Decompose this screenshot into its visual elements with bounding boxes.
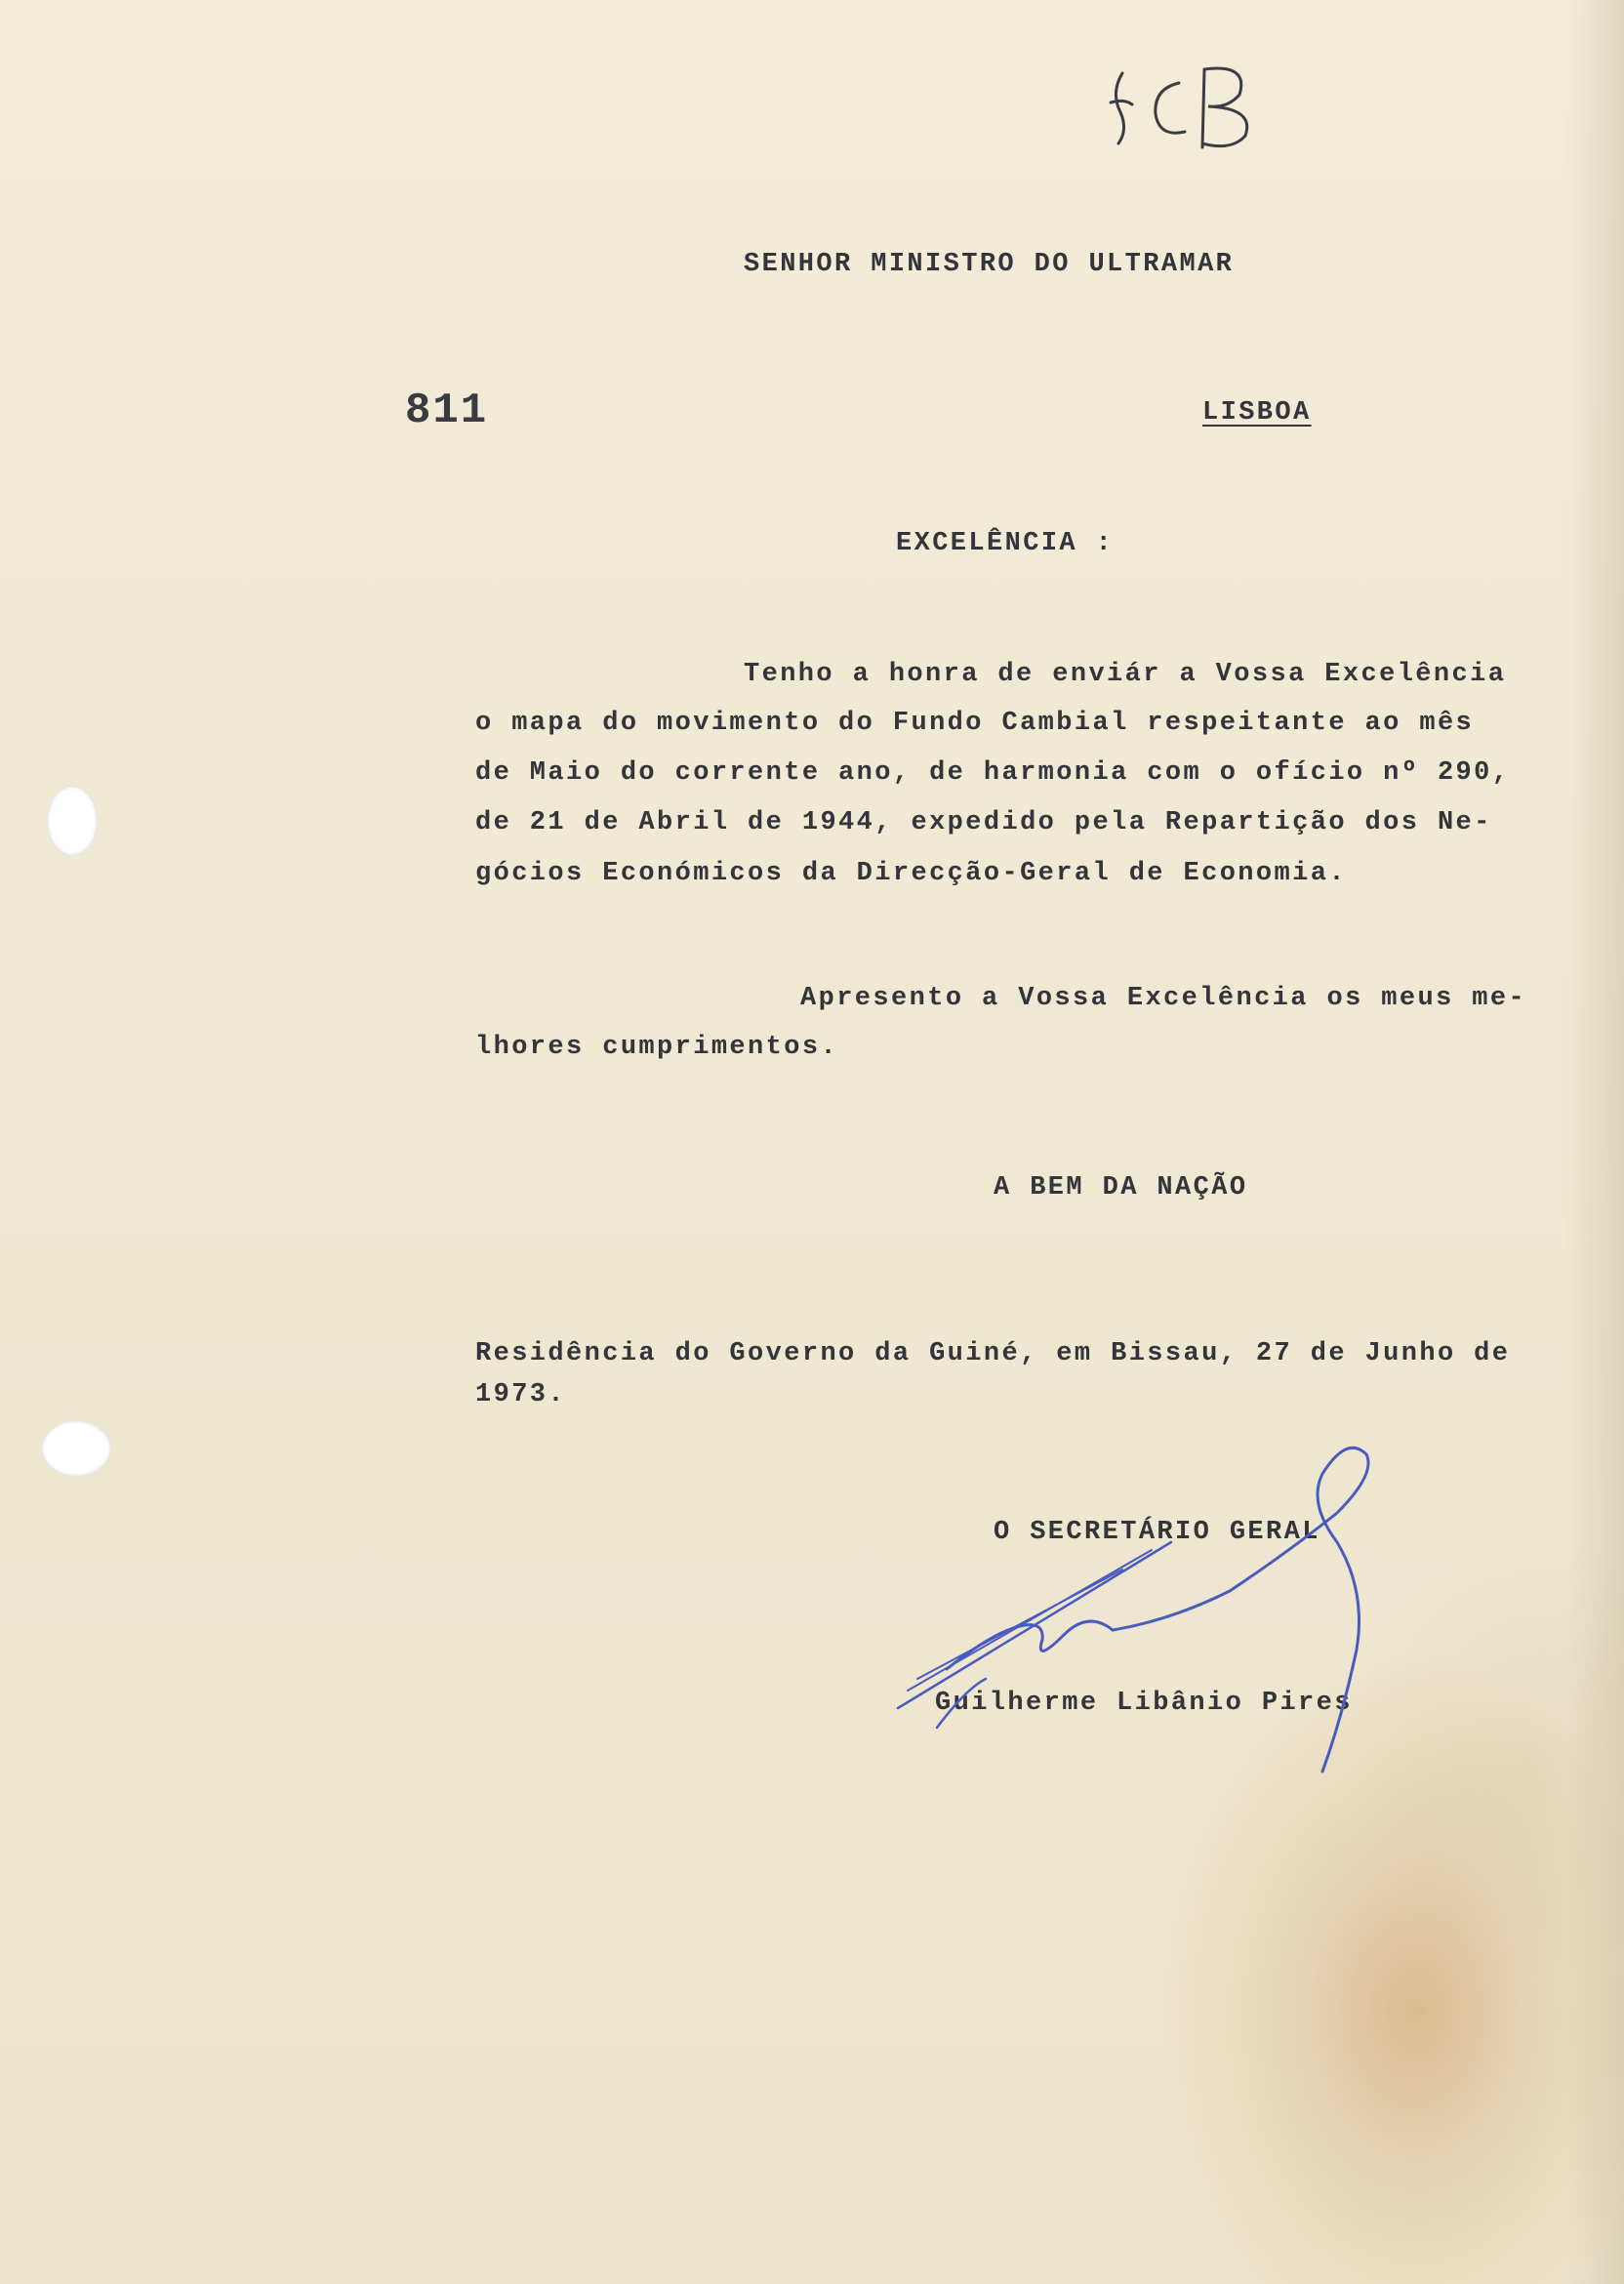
body-line: gócios Económicos da Direcção-Geral de Economia. [475,859,1347,888]
place-date-line: Residência do Governo da Guiné, em Bissau, 27 de Junho de [475,1339,1511,1368]
page-edge-shadow [1565,0,1624,2284]
recipient-city: LISBOA [1202,398,1312,428]
signatory-title: O SECRETÁRIO GERAL [994,1518,1320,1547]
manuscript-number: 811 [405,387,489,435]
closing-motto: A BEM DA NAÇÃO [994,1173,1248,1203]
body-line: o mapa do movimento do Fundo Cambial respeitante ao mês [475,709,1475,738]
punch-hole-bottom [41,1420,111,1477]
punch-hole-top [47,786,98,856]
handwritten-initials [1103,54,1269,161]
handwritten-signature [878,1435,1483,1786]
salutation: EXCELÊNCIA : [896,529,1115,558]
place-date-line: 1973. [475,1380,567,1409]
body-line: Apresento a Vossa Excelência os meus me- [800,984,1527,1013]
body-line: de Maio do corrente ano, de harmonia com o ofício nº 290, [475,758,1511,788]
body-line: de 21 de Abril de 1944, expedido pela Repartição dos Ne- [475,808,1492,837]
body-line: lhores cumprimentos. [475,1033,839,1062]
signatory-name: Guilherme Libânio Pires [935,1689,1353,1718]
body-line: Tenho a honra de enviár a Vossa Excelência [744,660,1507,689]
recipient-title: SENHOR MINISTRO DO ULTRAMAR [744,250,1235,279]
